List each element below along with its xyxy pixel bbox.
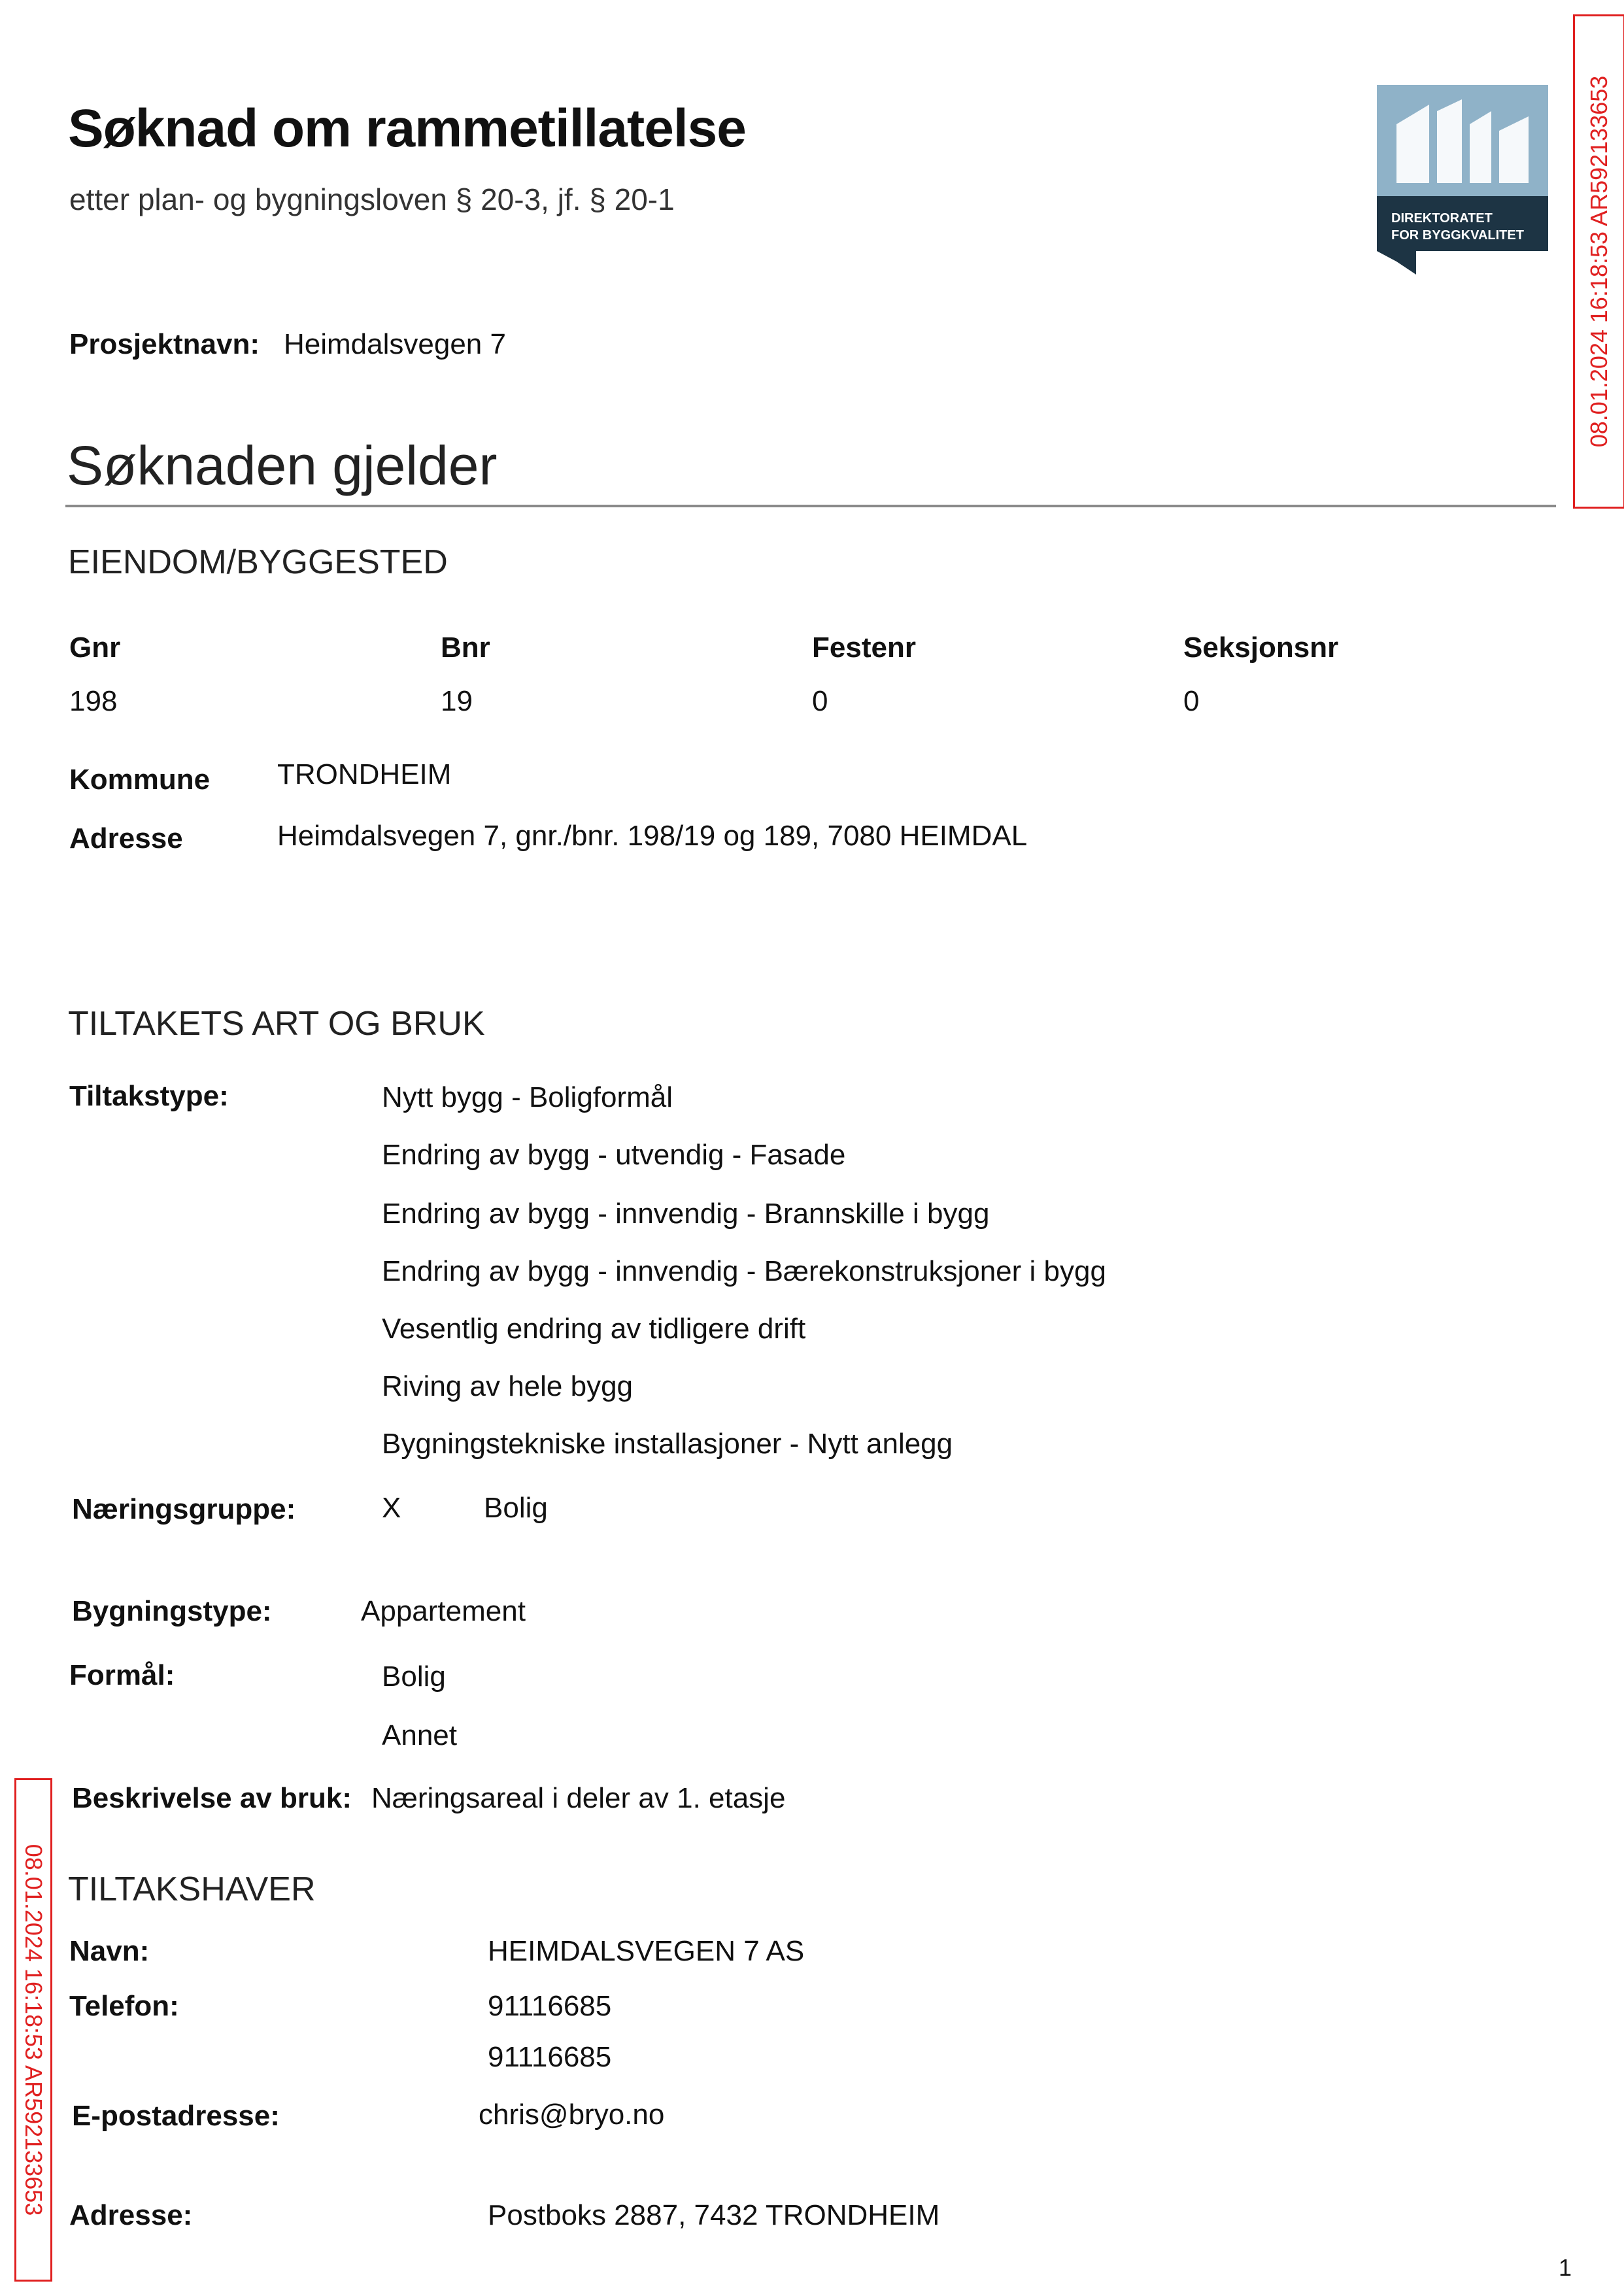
- telefon-value: 91116685: [488, 2041, 612, 2073]
- project-label: Prosjektnavn:: [69, 328, 260, 360]
- epost-label: E-postadresse:: [72, 2100, 280, 2132]
- tiltak-heading: TILTAKETS ART OG BRUK: [68, 1005, 485, 1043]
- date-stamp-text: 08.01.2024 16:18:53 AR592133653: [20, 1844, 47, 2216]
- page-title: Søknad om rammetillatelse: [68, 99, 746, 158]
- date-stamp-text: 08.01.2024 16:18:53 AR592133653: [1585, 75, 1612, 448]
- section-divider: [65, 505, 1556, 507]
- tiltakshaver-adresse-value: Postboks 2887, 7432 TRONDHEIM: [488, 2199, 940, 2231]
- formal-item: Bolig: [382, 1661, 446, 1693]
- tiltakshaver-heading: TILTAKSHAVER: [68, 1870, 316, 1908]
- kommune-label: Kommune: [69, 764, 211, 796]
- tiltakstype-item: Endring av bygg - innvendig - Bærekonstruksjoner i bygg: [382, 1255, 1106, 1287]
- navn-value: HEIMDALSVEGEN 7 AS: [488, 1935, 805, 1967]
- section-heading: Søknaden gjelder: [67, 435, 498, 496]
- kommune-value: TRONDHEIM: [277, 758, 452, 790]
- tiltakshaver-adresse-label: Adresse:: [69, 2199, 193, 2231]
- date-stamp-right: [1573, 14, 1624, 509]
- logo-line1: DIREKTORATET: [1391, 211, 1493, 226]
- gnr-label: Gnr: [69, 632, 121, 664]
- naeringsgruppe-value: Bolig: [484, 1492, 548, 1524]
- naeringsgruppe-code: X: [382, 1492, 401, 1524]
- dibk-logo-icon: [1377, 85, 1548, 275]
- festenr-value: 0: [812, 685, 828, 717]
- seksjonsnr-label: Seksjonsnr: [1183, 632, 1339, 664]
- navn-label: Navn:: [69, 1935, 150, 1967]
- telefon-label: Telefon:: [69, 1990, 179, 2022]
- bnr-value: 19: [441, 685, 473, 717]
- epost-value: chris@bryo.no: [479, 2099, 665, 2131]
- tiltakstype-item: Endring av bygg - innvendig - Brannskille i bygg: [382, 1198, 990, 1230]
- telefon-value: 91116685: [488, 1990, 612, 2022]
- bnr-label: Bnr: [441, 632, 490, 664]
- formal-item: Annet: [382, 1719, 457, 1751]
- page-number: 1: [1559, 2254, 1572, 2281]
- beskrivelse-label: Beskrivelse av bruk:: [72, 1782, 352, 1814]
- tiltakstype-item: Bygningstekniske installasjoner - Nytt anlegg: [382, 1428, 953, 1460]
- tiltakstype-item: Endring av bygg - utvendig - Fasade: [382, 1139, 846, 1171]
- logo-line2: FOR BYGGKVALITET: [1391, 228, 1524, 243]
- project-value: Heimdalsvegen 7: [284, 328, 506, 360]
- bygningstype-value: Appartement: [361, 1595, 526, 1627]
- seksjonsnr-value: 0: [1183, 685, 1200, 717]
- tiltakstype-item: Riving av hele bygg: [382, 1370, 634, 1402]
- gnr-value: 198: [69, 685, 118, 717]
- tiltakstype-item: Nytt bygg - Boligformål: [382, 1081, 673, 1113]
- property-heading: EIENDOM/BYGGESTED: [68, 543, 448, 581]
- date-stamp-left: [14, 1778, 52, 2282]
- page-subtitle: etter plan- og bygningsloven § 20-3, jf. § 20-1: [69, 182, 675, 216]
- naeringsgruppe-label: Næringsgruppe:: [72, 1493, 296, 1525]
- adresse-label: Adresse: [69, 822, 183, 854]
- formal-label: Formål:: [69, 1659, 175, 1691]
- beskrivelse-value: Næringsareal i deler av 1. etasje: [371, 1782, 786, 1814]
- bygningstype-label: Bygningstype:: [72, 1595, 272, 1627]
- festenr-label: Festenr: [812, 632, 916, 664]
- tiltakstype-item: Vesentlig endring av tidligere drift: [382, 1313, 806, 1345]
- adresse-value: Heimdalsvegen 7, gnr./bnr. 198/19 og 189, 7080 HEIMDAL: [277, 820, 1028, 852]
- tiltakstype-label: Tiltakstype:: [69, 1080, 229, 1112]
